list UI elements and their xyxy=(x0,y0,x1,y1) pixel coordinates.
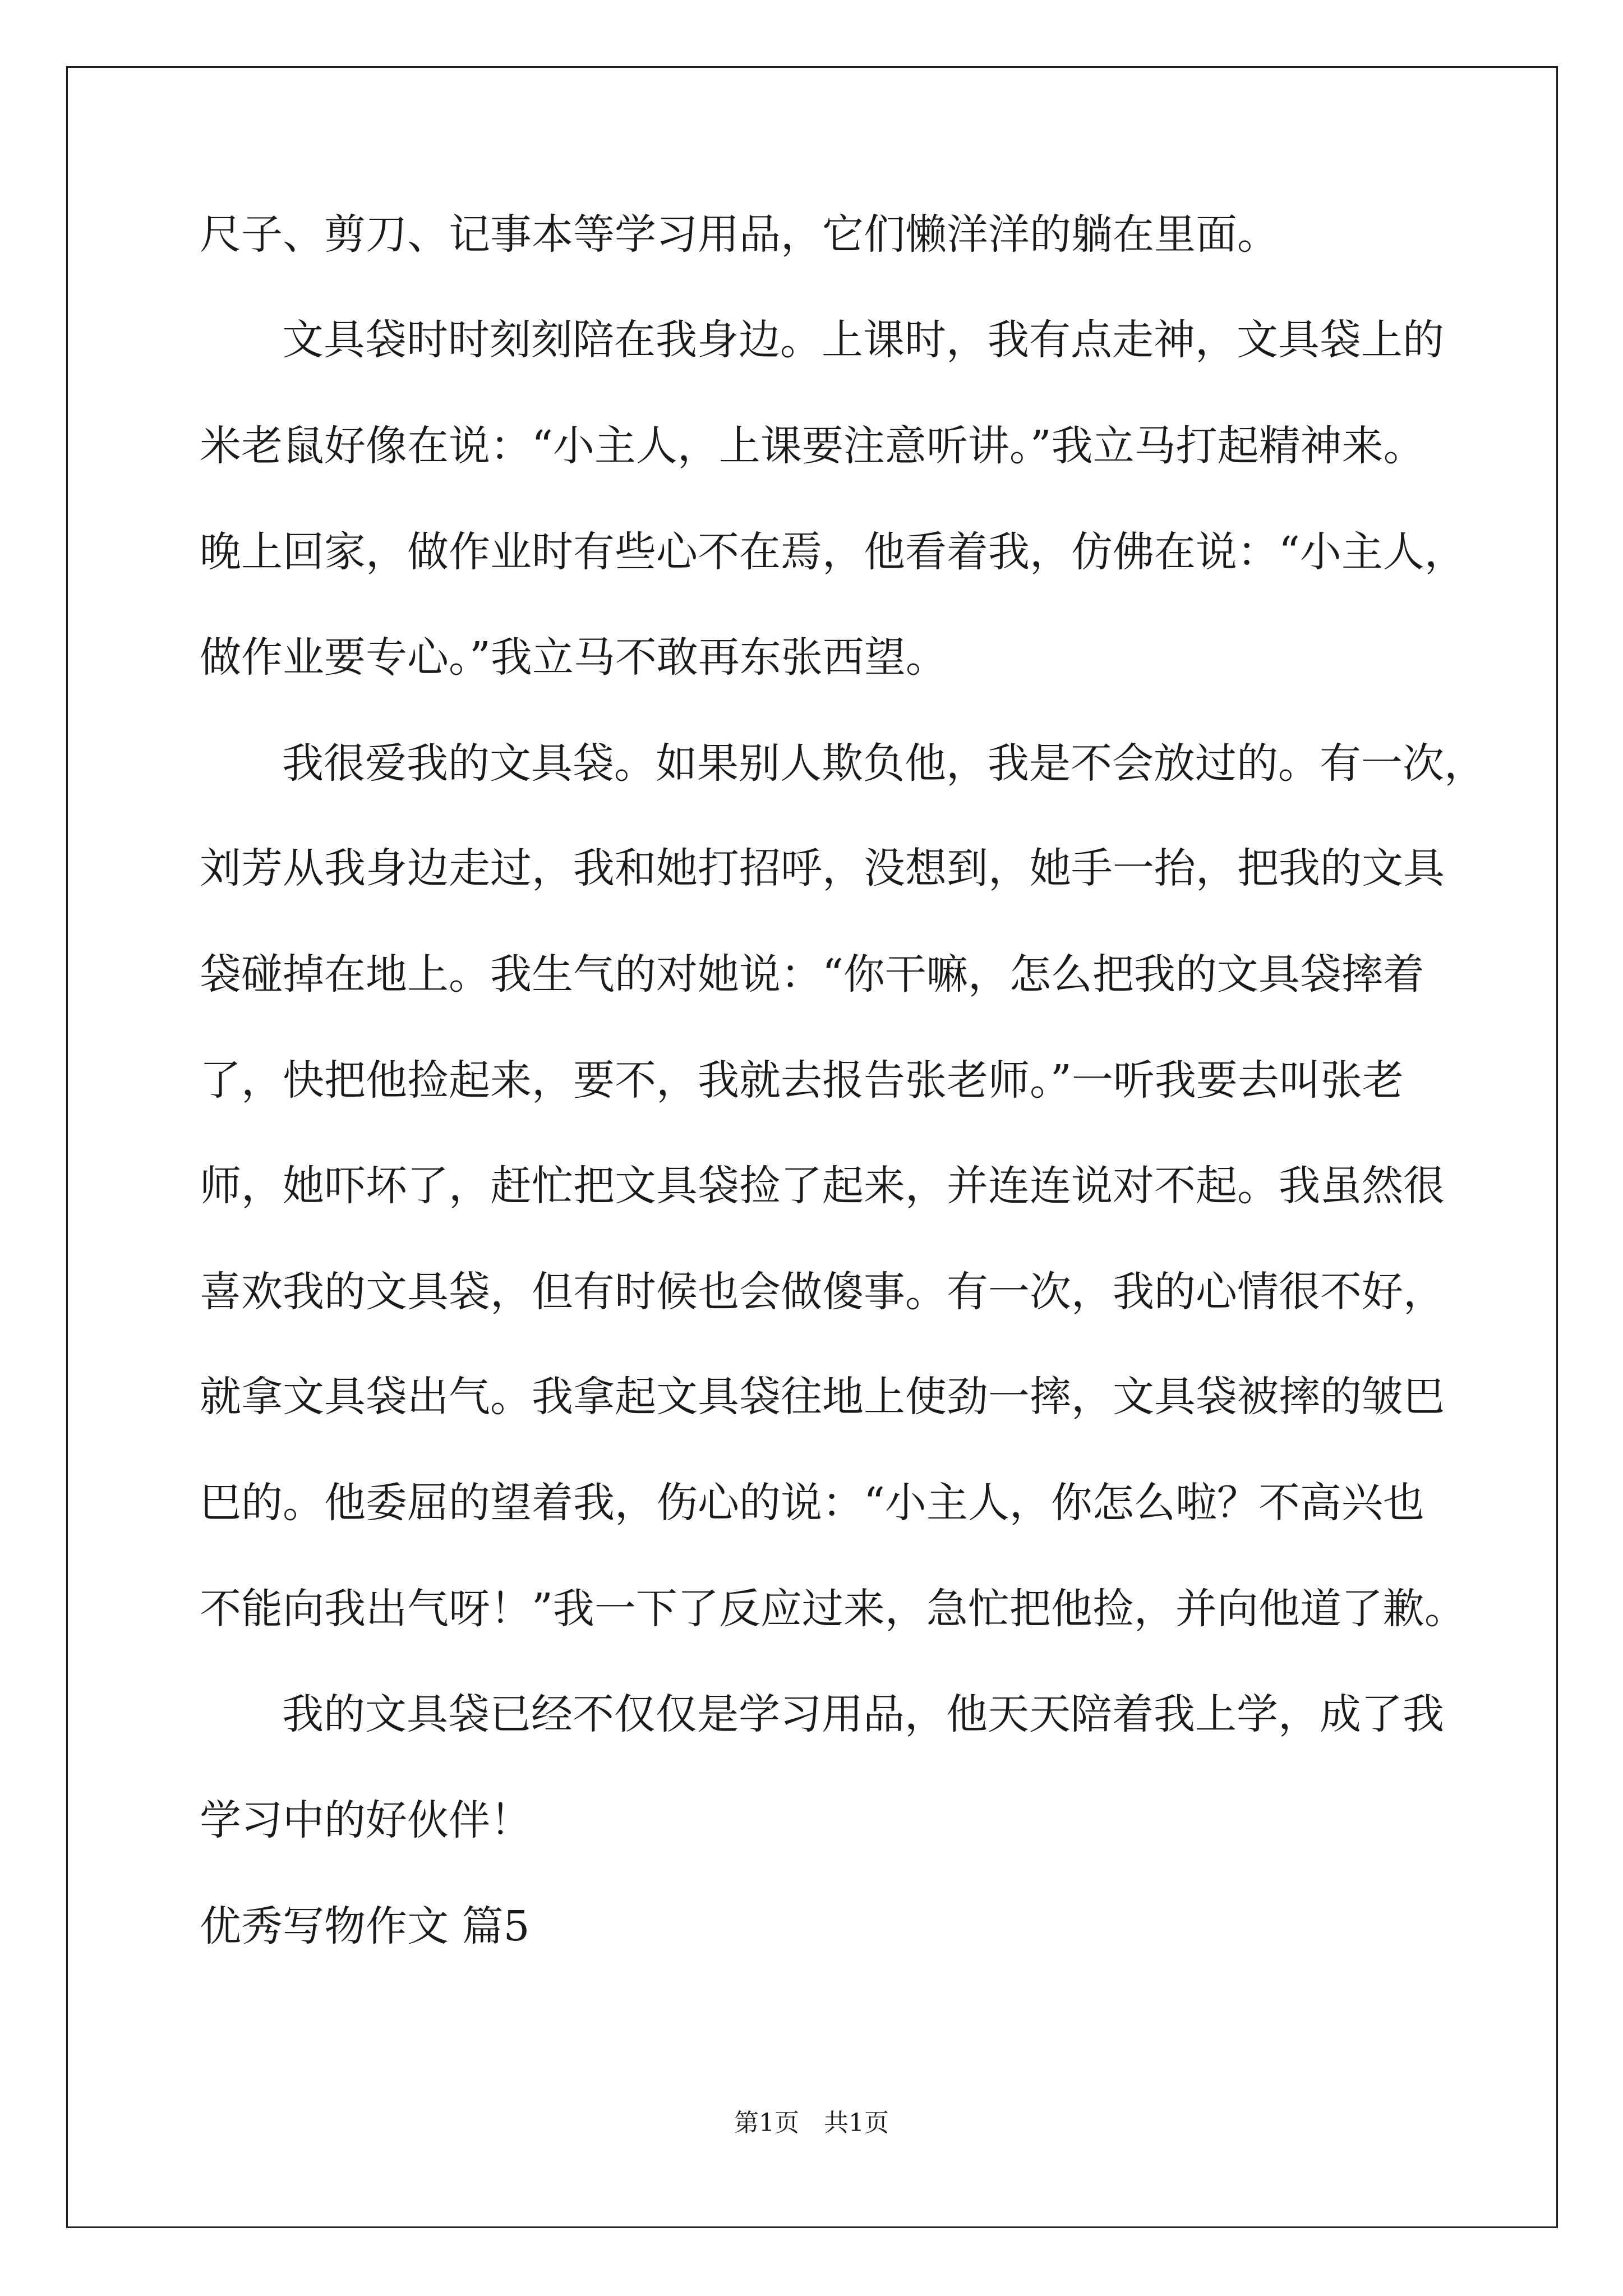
section-heading: 优秀写物作文 篇5 xyxy=(200,1902,530,1950)
body-line: 米老鼠好像在说：“小主人，上课要注意听讲。”我立马打起精神来。 xyxy=(200,422,1425,470)
body-line: 尺子、剪刀、记事本等学习用品，它们懒洋洋的躺在里面。 xyxy=(200,210,1279,259)
body-line: 巴的。他委屈的望着我，伤心的说：“小主人，你怎么啦？不高兴也 xyxy=(200,1479,1424,1527)
body-line: 袋碰掉在地上。我生气的对她说：“你干嘛，怎么把我的文具袋摔着 xyxy=(200,950,1424,999)
paragraph-first-line: 文具袋时时刻刻陪在我身边。上课时，我有点走神，文具袋上的 xyxy=(282,316,1444,364)
body-line: 喜欢我的文具袋，但有时候也会做傻事。有一次，我的心情很不好， xyxy=(200,1268,1445,1316)
paragraph-first-line: 我的文具袋已经不仅仅是学习用品，他天天陪着我上学，成了我 xyxy=(282,1690,1444,1738)
body-line: 刘芳从我身边走过，我和她打招呼，没想到，她手一抬，把我的文具 xyxy=(200,844,1445,892)
body-line: 了，快把他捡起来，要不，我就去报告张老师。”一听我要去叫张老 xyxy=(200,1056,1404,1105)
body-line: 不能向我出气呀！”我一下了反应过来，急忙把他捡，并向他道了歉。 xyxy=(200,1585,1466,1633)
body-line: 师，她吓坏了，赶忙把文具袋捡了起来，并连连说对不起。我虽然很 xyxy=(200,1162,1445,1210)
page-total: 共1页 xyxy=(824,2109,889,2137)
paragraph-first-line: 我很爱我的文具袋。如果别人欺负他，我是不会放过的。有一次， xyxy=(282,739,1486,788)
page-number: 第1页 xyxy=(734,2109,799,2137)
body-line: 学习中的好伙伴！ xyxy=(200,1796,532,1844)
body-line: 晚上回家，做作业时有些心不在焉，他看着我，仿佛在说：“小主人， xyxy=(200,528,1466,576)
page-footer xyxy=(0,2106,1623,2140)
body-line: 做作业要专心。”我立马不敢再东张西望。 xyxy=(200,633,947,682)
body-line: 就拿文具袋出气。我拿起文具袋往地上使劲一摔，文具袋被摔的皱巴 xyxy=(200,1373,1445,1421)
